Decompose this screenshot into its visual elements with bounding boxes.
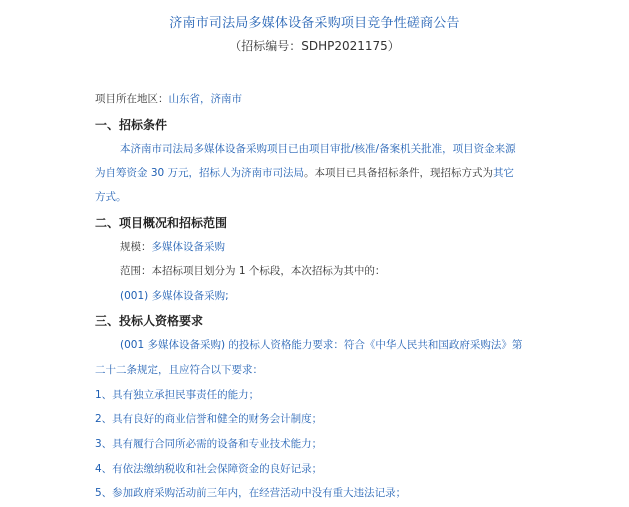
section-3-paragraph-line-1: (001 多媒体设备采购) 的投标人资格能力要求：符合《中华人民共和国政府采购法》第 [120, 339, 523, 351]
project-location [95, 92, 242, 106]
section-1-paragraph-line-2 [95, 166, 514, 180]
location-value: 山东省，济南市 [168, 93, 242, 105]
section-1-paragraph-line-1: 本济南市司法局多媒体设备采购项目已由项目审批/核准/备案机关批准，项目资金来源 [120, 143, 516, 155]
scale-value: 多媒体设备采购 [151, 241, 225, 253]
requirement-item: 4、有依法缴纳税收和社会保障资金的良好记录； [95, 463, 323, 475]
funding-text: 为自筹资金 30 万元，招标人为 [95, 167, 242, 179]
requirement-item: 1、具有独立承担民事责任的能力； [95, 389, 260, 401]
location-label: 项目所在地区： [95, 93, 169, 105]
scale-label: 规模： [120, 241, 152, 253]
section-3-heading: 三、投标人资格要求 [95, 314, 204, 328]
tender-method: 其它 [493, 167, 515, 179]
section-3-paragraph-line-2: 二十二条规定，且应符合以下要求： [95, 364, 263, 376]
section-1-paragraph-line-3: 方式。 [95, 191, 127, 203]
section-1-heading: 一、招标条件 [95, 118, 168, 132]
announcement-title: 济南市司法局多媒体设备采购项目竞争性磋商公告 [169, 16, 460, 31]
requirement-item: 2、具有良好的商业信誉和健全的财务会计制度； [95, 413, 323, 425]
requirement-item: 5、参加政府采购活动前三年内，在经营活动中没有重大违法记录； [95, 487, 407, 499]
tenderer-name: 济南市司法局 [241, 167, 305, 179]
project-scope: 范围：本招标项目划分为 1 个标段，本次招标为其中的： [120, 265, 386, 277]
section-2-heading: 二、项目概况和招标范围 [95, 216, 228, 230]
tender-status-text: 。本项目已具备招标条件，现招标方式为 [304, 167, 494, 179]
lot-item: (001) 多媒体设备采购; [120, 290, 229, 302]
bid-number: （招标编号：SDHP2021175） [229, 39, 400, 53]
requirement-item: 3、具有履行合同所必需的设备和专业技术能力； [95, 438, 323, 450]
project-scale [120, 240, 225, 254]
